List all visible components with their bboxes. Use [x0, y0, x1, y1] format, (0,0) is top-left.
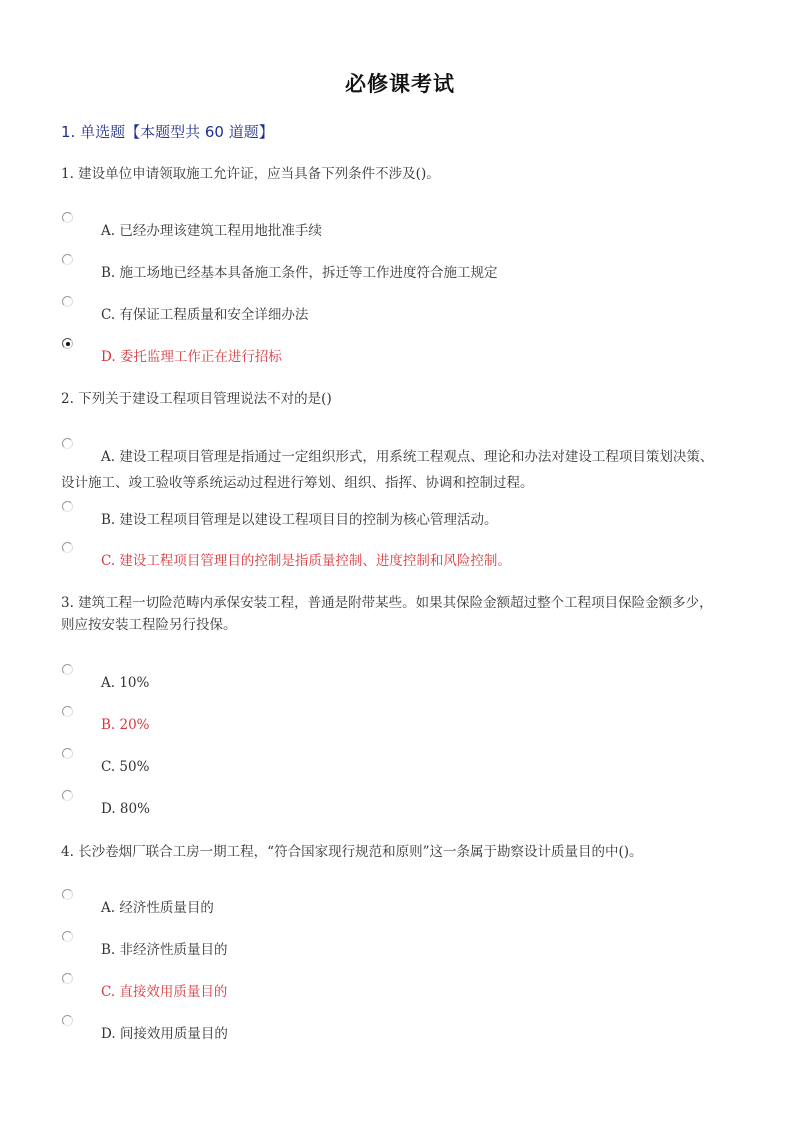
option-label: B. 建设工程项目管理是以建设工程项目目的控制为核心管理活动。: [101, 512, 498, 528]
option-label: C. 直接效用质量目的: [101, 984, 228, 1000]
page-title: 必修课考试: [345, 72, 455, 96]
question-4-text: 4. 长沙卷烟厂联合工房一期工程，“符合国家现行规范和原则”这一条属于勘察设计质量目的中()。: [61, 844, 643, 860]
option-label: C. 有保证工程质量和安全详细办法: [101, 307, 309, 323]
option-label: B. 施工场地已经基本具备施工条件，拆迁等工作进度符合施工规定: [101, 265, 498, 281]
question-3-text: 3. 建筑工程一切险范畴内承保安装工程，普通是附带某些。如果其保险金额超过整个工程项目保险金额多少，: [61, 595, 713, 611]
option-label: B. 20%: [101, 717, 150, 733]
option-label: B. 非经济性质量目的: [101, 942, 228, 958]
radio-button[interactable]: [62, 212, 73, 223]
question-2-option-a-continued: 设计施工、竣工验收等系统运动过程进行筹划、组织、指挥、协调和控制过程。: [61, 475, 534, 491]
radio-button[interactable]: [62, 706, 73, 717]
question-1-text: 1. 建设单位申请领取施工允许证，应当具备下列条件不涉及()。: [61, 166, 440, 182]
radio-button[interactable]: [62, 790, 73, 801]
option-label: A. 10%: [101, 675, 150, 691]
option-label: D. 委托监理工作正在进行招标: [101, 349, 282, 365]
radio-button[interactable]: [62, 1015, 73, 1026]
section-header: 1. 单选题【本题型共 60 道题】: [61, 123, 274, 141]
option-label: A. 建设工程项目管理是指通过一定组织形式，用系统工程观点、理论和办法对建设工程项目策划决策、: [101, 449, 714, 465]
option-label: C. 建设工程项目管理目的控制是指质量控制、进度控制和风险控制。: [101, 553, 511, 569]
radio-button[interactable]: [62, 664, 73, 675]
radio-button[interactable]: [62, 973, 73, 984]
radio-button[interactable]: [62, 254, 73, 265]
option-label: C. 50%: [101, 759, 150, 775]
option-label: D. 80%: [101, 801, 150, 817]
option-label: A. 经济性质量目的: [101, 900, 214, 916]
option-label: D. 间接效用质量目的: [101, 1026, 228, 1042]
radio-button[interactable]: [62, 296, 73, 307]
radio-button[interactable]: [62, 748, 73, 759]
question-3-text-continued: 则应按安装工程险另行投保。: [61, 617, 237, 633]
radio-button-checked[interactable]: [62, 338, 73, 349]
radio-button[interactable]: [62, 542, 73, 553]
radio-button[interactable]: [62, 931, 73, 942]
option-label: A. 已经办理该建筑工程用地批准手续: [101, 223, 322, 239]
radio-button[interactable]: [62, 889, 73, 900]
radio-button[interactable]: [62, 501, 73, 512]
radio-button[interactable]: [62, 438, 73, 449]
question-2-text: 2. 下列关于建设工程项目管理说法不对的是(): [61, 391, 332, 407]
